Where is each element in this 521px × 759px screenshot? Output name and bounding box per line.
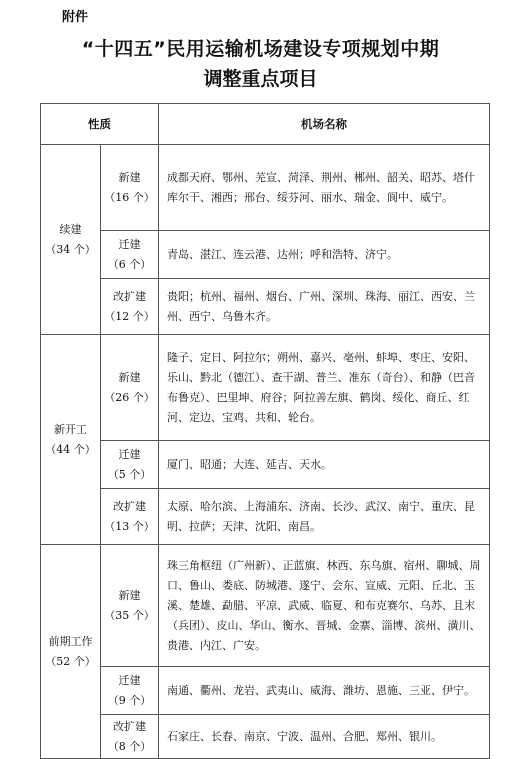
type-cell <box>101 441 159 489</box>
table-row <box>41 545 490 667</box>
type-cell <box>101 145 159 231</box>
airport-list: 石家庄、长春、南京、宁波、温州、合肥、郑州、银川。 <box>159 715 490 759</box>
type-name: 新建 <box>118 170 141 184</box>
type-cell <box>101 545 159 667</box>
table-row <box>41 489 490 545</box>
category-name: 续建 <box>59 222 82 236</box>
table-row <box>41 715 490 759</box>
type-name: 改扩建 <box>113 499 146 513</box>
type-name: 新建 <box>118 588 141 602</box>
type-count: （12 个） <box>104 309 155 323</box>
table-row <box>41 335 490 441</box>
key-projects-table <box>40 103 490 759</box>
type-cell <box>101 231 159 279</box>
category-cell <box>41 545 101 759</box>
category-count: （52 个） <box>45 654 96 668</box>
type-cell <box>101 279 159 335</box>
type-count: （6 个） <box>107 257 152 271</box>
type-count: （35 个） <box>104 608 155 622</box>
type-count: （13 个） <box>104 519 155 533</box>
type-name: 新建 <box>118 370 141 384</box>
airport-list: 隆子、定日、阿拉尔；朔州、嘉兴、亳州、蚌埠、枣庄、安阳、乐山、黔北（德江）、查干湖、普兰、准东（奇台）、和静（巴音布鲁克）、巴里坤、府谷；阿拉善左旗、鹤岗、绥化、商丘、红河、定边、宝鸡、共和、轮台。 <box>159 335 490 441</box>
category-count: （44 个） <box>45 442 96 456</box>
airport-list: 贵阳；杭州、福州、烟台、广州、深圳、珠海、丽江、西安、兰州、西宁、乌鲁木齐。 <box>159 279 490 335</box>
type-name: 改扩建 <box>113 289 146 303</box>
category-cell <box>41 145 101 335</box>
table-row <box>41 145 490 231</box>
type-count: （26 个） <box>104 390 155 404</box>
category-cell <box>41 335 101 545</box>
type-name: 迁建 <box>118 237 141 251</box>
attachment-label: 附件 <box>62 10 89 25</box>
type-name: 迁建 <box>118 673 141 687</box>
category-name: 前期工作 <box>48 634 93 648</box>
airport-list: 成都天府、鄂州、芜宣、菏泽、荆州、郴州、韶关、昭苏、塔什库尔干、湘西；邢台、绥芬河、丽水、瑞金、阆中、威宁。 <box>159 145 490 231</box>
type-cell <box>101 489 159 545</box>
type-count: （5 个） <box>107 467 152 481</box>
type-name: 改扩建 <box>113 719 146 733</box>
table-header-row <box>41 104 490 145</box>
airport-list: 青岛、湛江、连云港、达州；呼和浩特、济宁。 <box>159 231 490 279</box>
category-name: 新开工 <box>54 422 87 436</box>
table-row <box>41 279 490 335</box>
type-name: 迁建 <box>118 447 141 461</box>
page-title-line-2: 调整重点项目 <box>203 68 318 90</box>
type-count: （9 个） <box>107 693 152 707</box>
type-cell <box>101 667 159 715</box>
type-count: （16 个） <box>104 190 155 204</box>
airport-list: 南通、衢州、龙岩、武夷山、威海、潍坊、恩施、三亚、伊宁。 <box>159 667 490 715</box>
type-cell <box>101 335 159 441</box>
airport-list: 珠三角枢纽（广州新）、正蓝旗、林西、东乌旗、宿州、聊城、周口、鲁山、娄底、防城港、遂宁、会东、宣威、元阳、丘北、玉溪、楚雄、勐腊、平凉、武威、临夏、和布克赛尔、乌苏、且末（兵团）、皮山、华山、衡水、晋城、金寨、淄博、滨州、潢川、贵港、内江、广安。 <box>159 545 490 667</box>
table-row <box>41 667 490 715</box>
page-title-line-1: “十四五”民用运输机场建设专项规划中期 <box>81 38 440 60</box>
type-count: （8 个） <box>107 739 152 753</box>
category-count: （34 个） <box>45 242 96 256</box>
airport-list: 太原、哈尔滨、上海浦东、济南、长沙、武汉、南宁、重庆、昆明、拉萨；天津、沈阳、南昌。 <box>159 489 490 545</box>
airport-list: 厦门、昭通；大连、延吉、天水。 <box>159 441 490 489</box>
header-nature: 性质 <box>41 104 159 145</box>
table-row <box>41 231 490 279</box>
type-cell <box>101 715 159 759</box>
header-airport-names: 机场名称 <box>159 104 490 145</box>
table-row <box>41 441 490 489</box>
